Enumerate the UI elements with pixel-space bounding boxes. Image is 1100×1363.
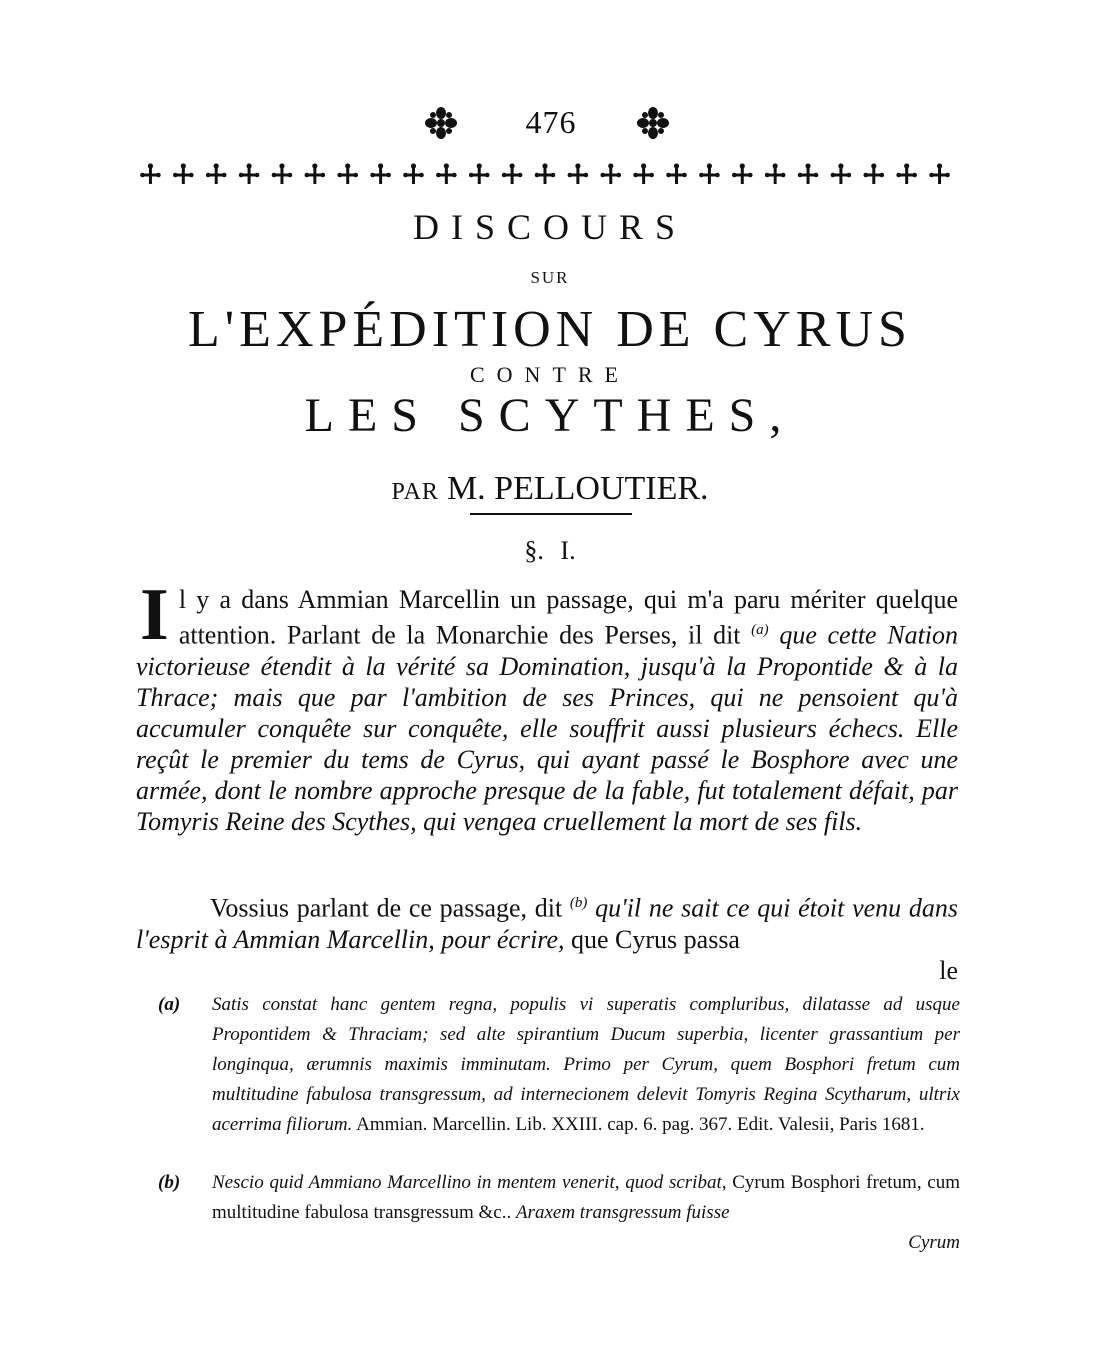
paragraph-1-quote: que cette Nation victorieuse étendit à la vérité sa Domination, jusqu'à la Propontide & à la Thrace; mais que par l'ambition de ses Princes, qui ne pensoient qu'à accumuler conquête sur conquête, elle souffrit aussi plusieurs échecs. Elle reçût le premier du tems de Cyrus, qui ayant passé le Bosphore avec une armée, dont le nombre approche presque de la fable, fut totalement défait, par Tomyris Reine des Scythes, qui vengea cruellement la mort de ses fils. — [136, 620, 959, 836]
footnote-a — [158, 990, 960, 1140]
cross-ornament — [732, 163, 753, 184]
footnote-b-quote: Cyrum Bosphori fretum, cum multitudine fabulosa transgressum &c.. — [212, 1172, 961, 1223]
footnote-mark: (b) — [158, 1172, 181, 1193]
cross-ornament — [502, 163, 523, 184]
section-heading: §. I. — [524, 536, 576, 565]
cross-ornament — [896, 163, 917, 184]
cross-ornament — [568, 163, 589, 184]
footnote-mark: (a) — [158, 994, 181, 1015]
cross-ornament — [173, 163, 194, 184]
cross-ornament — [140, 163, 161, 184]
page-number: 476 — [525, 104, 577, 140]
title-scythes: LES SCYTHES, — [304, 389, 796, 442]
cross-ornament — [864, 163, 885, 184]
title-rule — [470, 513, 632, 515]
cross-ornament — [305, 163, 326, 184]
paragraph-2-lead: Vossius parlant de ce passage, dit — [210, 893, 563, 923]
paragraph-1 — [136, 574, 959, 837]
cross-ornament — [765, 163, 786, 184]
cross-ornament — [535, 163, 556, 184]
author-line — [0, 470, 1100, 508]
cross-ornament — [206, 163, 227, 184]
cross-ornament — [831, 163, 852, 184]
cross-ornament — [272, 163, 293, 184]
cross-ornament — [798, 163, 819, 184]
footnote-b-latin: Nescio quid Ammiano Marcellino in mentem venerit, quod scribat, — [212, 1172, 727, 1193]
author-name: M. PELLOUTIER. — [446, 470, 709, 507]
cross-ornament — [337, 163, 358, 184]
ornamental-cross-divider — [134, 160, 956, 190]
paragraph-1-text — [136, 574, 959, 837]
cross-ornament — [370, 163, 391, 184]
cross-ornament — [633, 163, 654, 184]
catchword: le — [939, 956, 958, 985]
footnote-ref-a: (a) — [751, 622, 769, 638]
title-discours: DISCOURS — [412, 207, 688, 247]
footnote-a-citation: Ammian. Marcellin. Lib. XXIII. cap. 6. pag. 367. Edit. Valesii, Paris 1681. — [356, 1114, 925, 1135]
cross-ornament — [239, 163, 260, 184]
paragraph-2-quote: qu'il ne sait ce qui étoit venu dans l'esprit à Ammian Marcellin, pour écrire, — [136, 893, 958, 954]
paragraph-2-tail: que Cyrus passa — [571, 924, 740, 954]
cross-ornament — [436, 163, 457, 184]
cross-ornament — [469, 163, 490, 184]
paragraph-2 — [136, 888, 958, 955]
footnote-b-tail: Cyrum — [908, 1232, 960, 1253]
title-sur: SUR — [530, 268, 570, 287]
title-expedition: L'EXPÉDITION DE CYRUS — [188, 301, 912, 358]
author-prefix: PAR — [391, 479, 439, 505]
footnote-b — [158, 1168, 961, 1258]
cross-ornament — [600, 163, 621, 184]
paragraph-1-lead: l y a dans Ammian Marcellin un passage, qui m'a paru mériter quelque attention. Parlant de la Monarchie des Perses, il dit — [178, 585, 958, 650]
cross-ornament — [403, 163, 424, 184]
cross-ornament — [929, 163, 950, 184]
cross-fleury-icon — [134, 160, 956, 190]
footnote-a-text — [164, 990, 960, 1140]
cross-ornament — [699, 163, 720, 184]
fleuron-icon — [636, 106, 670, 140]
fleuron-icon — [424, 106, 458, 140]
footnote-b-text — [164, 1168, 960, 1258]
footnote-a-latin: Satis constat hanc gentem regna, populis vi superatis compluribus, dilatasse ad usque Propontidem & Thraciam; sed alte spirantium Ducum superbia, licenter grassantium per longinqua, ærumnis maximis imminutam. Primo per Cyrum, quem Bosphori fretum cum multitudine fabulosa transgressum, ad internecionem delevit Tomyris Regina Scytharum, ultrix acerrima filiorum. — [212, 994, 960, 1135]
drop-cap: I — [140, 574, 169, 656]
title-contre: CONTRE — [470, 362, 630, 387]
footnote-ref-b: (b) — [569, 895, 588, 911]
footnote-b-latin-2: Araxem transgressum fuisse — [515, 1202, 730, 1223]
page-header — [0, 104, 1100, 148]
cross-ornament — [666, 163, 687, 184]
